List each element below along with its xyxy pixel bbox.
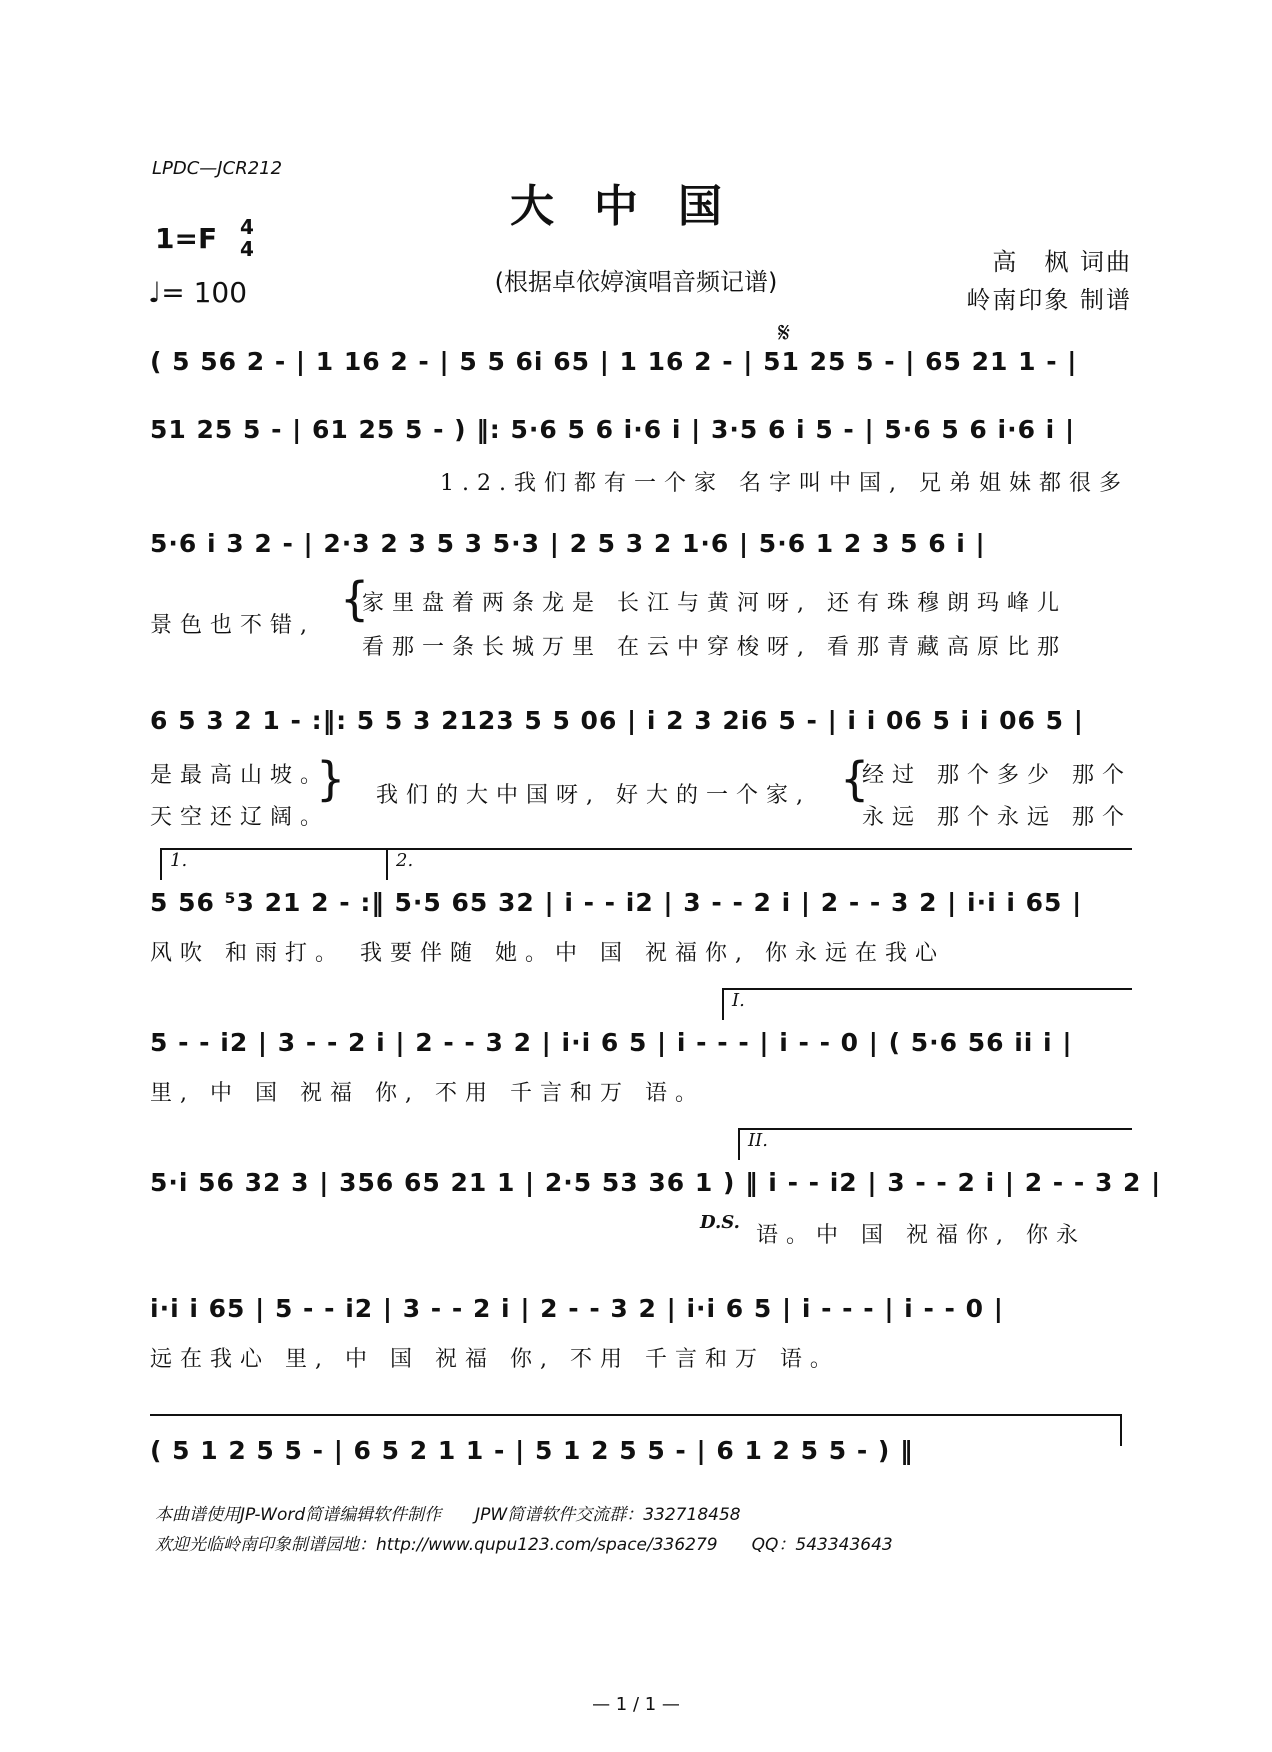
lyric-brace-icon-2: { [840, 752, 870, 806]
lyric-line-3-verse-2: 看那一条长城万里 在云中穿梭呀, 看那青藏高原比那 [362, 635, 1067, 660]
time-sig-bottom: 4 [240, 237, 254, 261]
lyric-line-6: 里, 中 国 祝福 你, 不用 千言和万 语。 [150, 1081, 705, 1106]
music-line-9: ( 5 1 2 5 5 - | 6 5 2 1 1 - | 5 1 2 5 5 - | 6 1 2 5 5 - ) ‖ [150, 1436, 914, 1465]
lyric-brace-close-icon: } [316, 752, 346, 806]
lyric-line-3-lead: 景色也不错, [150, 613, 315, 638]
lyric-line-4-verse-2: 天空还辽阔。 [150, 805, 331, 830]
footer-line-2: 欢迎光临岭南印象制谱园地：http://www.qupu123.com/space/336279 QQ：543343643 [155, 1535, 893, 1555]
volta-II: II. [738, 1128, 1132, 1160]
music-line-8: i·i i 65 | 5 - - i2 | 3 - - 2 i | 2 - - 3 2 | i·i 6 5 | i - - - | i - - 0 | [150, 1294, 1004, 1323]
volta-2: 2. [386, 848, 1132, 880]
page-number: — 1 / 1 — [592, 1694, 680, 1715]
score-code: LPDC—JCR212 [152, 158, 283, 179]
lyric-line-4-verse-2b: 永远 那个永远 那个 [862, 805, 1132, 830]
music-line-2: 51 25 5 - | 61 25 5 - ) ‖: 5·6 5 6 i·6 i | 3·5 6 i 5 - | 5·6 5 6 i·6 i | [150, 415, 1076, 444]
lyric-line-4-chorus: 我们的大中国呀, 好大的一个家, [376, 783, 811, 808]
lyric-brace-icon: { [340, 572, 370, 626]
tempo-mark: ♩= 100 [148, 276, 248, 309]
lyric-line-3-verse-1: 家里盘着两条龙是 长江与黄河呀, 还有珠穆朗玛峰儿 [362, 591, 1067, 616]
song-title: 大中国 [510, 181, 762, 232]
music-line-1: ( 5 56 2 - | 1 16 2 - | 5 5 6i 65 | 1 16 2 - | 51 25 5 - | 65 21 1 - | [150, 347, 1078, 376]
music-line-5: 5 56 ⁵3 21 2 - :‖ 5·5 65 32 | i - - i2 | 3 - - 2 i | 2 - - 3 2 | i·i i 65 | [150, 888, 1083, 917]
lyric-line-4-verse-1: 是最高山坡。 [150, 763, 331, 788]
key-signature: 1=F [155, 222, 218, 255]
lyric-line-4-verse-1b: 经过 那个多少 那个 [862, 763, 1132, 788]
music-line-4: 6 5 3 2 1 - :‖: 5 5 3 2123 5 5 06 | i 2 3 2i6 5 - | i i 06 5 i i 06 5 | [150, 706, 1084, 735]
music-line-7: 5·i 56 32 3 | 356 65 21 1 | 2·5 53 36 1 ) ‖ i - - i2 | 3 - - 2 i | 2 - - 3 2 | [150, 1168, 1162, 1197]
credit-arranger: 岭南印象 制谱 [966, 286, 1132, 314]
time-signature [240, 216, 254, 260]
lyric-line-7: 语。中 国 祝福你, 你永 [756, 1223, 1086, 1248]
lyric-line-2: 1.2.我们都有一个家 名字叫中国, 兄弟姐妹都很多 [440, 471, 1129, 496]
volta-I: I. [722, 988, 1132, 1020]
lyric-line-8: 远在我心 里, 中 国 祝福 你, 不用 千言和万 语。 [150, 1347, 840, 1372]
music-line-3: 5·6 i 3 2 - | 2·3 2 3 5 3 5·3 | 2 5 3 2 1·6 | 5·6 1 2 3 5 6 i | [150, 529, 986, 558]
footer-line-1: 本曲谱使用JP-Word简谱编辑软件制作 JPW简谱软件交流群：332718458 [155, 1505, 741, 1525]
volta-1: 1. [160, 848, 390, 880]
dal-segno-mark: D.S. [700, 1212, 740, 1233]
segno-sign: 𝄋 [778, 316, 791, 349]
subtitle: (根据卓依婷演唱音频记谱) [494, 268, 778, 296]
lyric-line-5: 风吹 和雨打。 我要伴随 她。中 国 祝福你, 你永远在我心 [150, 941, 945, 966]
time-sig-top: 4 [240, 215, 254, 239]
music-line-6: 5 - - i2 | 3 - - 2 i | 2 - - 3 2 | i·i 6 5 | i - - - | i - - 0 | ( 5·6 56 ii i | [150, 1028, 1073, 1057]
credit-composer: 高 枫 词曲 [992, 248, 1132, 276]
